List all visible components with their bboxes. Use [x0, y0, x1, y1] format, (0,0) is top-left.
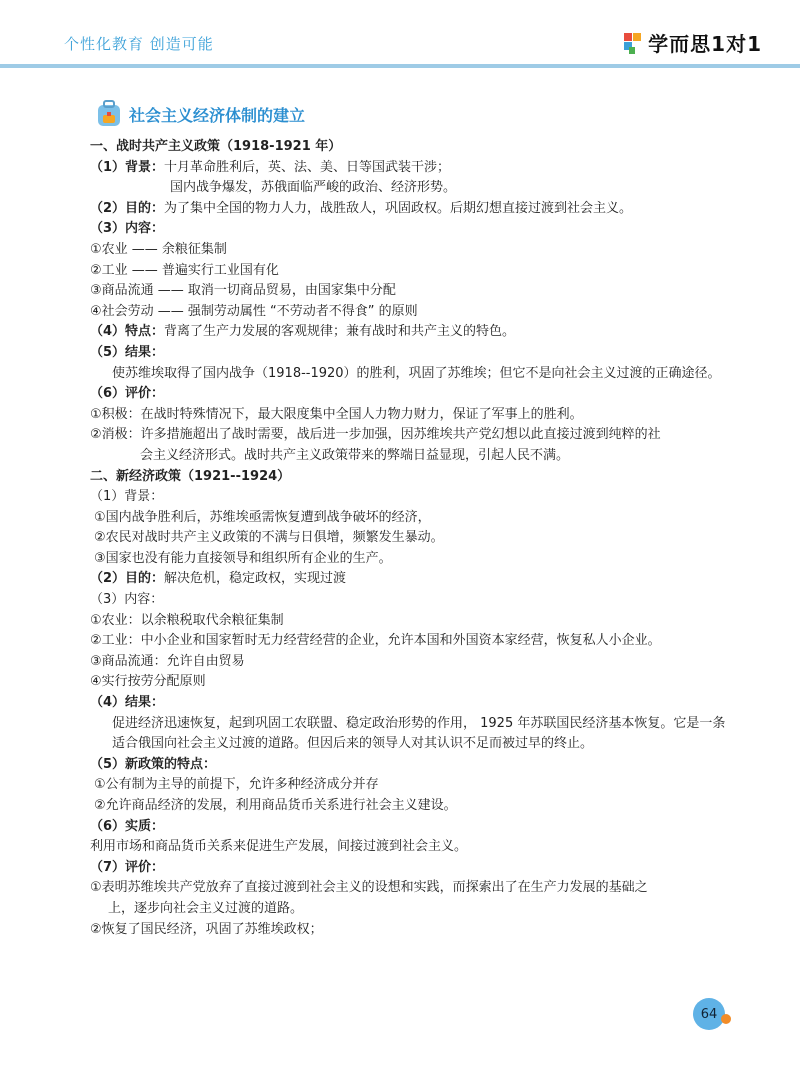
- line-text: ③商品流通 —— 取消一切商品贸易，由国家集中分配: [90, 283, 396, 299]
- header-slogan: 个性化教育 创造可能: [64, 35, 214, 53]
- line-text: 国内战争爆发，苏俄面临严峻的政治、经济形势。: [170, 180, 457, 196]
- line-text: （3）内容：: [90, 592, 164, 608]
- text-line: [90, 652, 730, 673]
- line-text: 使苏维埃取得了国内战争（1918--1920）的胜利，巩固了苏维埃；但它不是向社会主义过渡的正确途径。: [112, 365, 721, 381]
- header-divider: [0, 64, 800, 68]
- line-text: 利用市场和商品货币关系来促进生产发展，间接过渡到社会主义。: [90, 839, 468, 855]
- text-line: [90, 384, 730, 405]
- line-text: ②消极：许多措施超出了战时需要，战后进一步加强，因苏维埃共产党幻想以此直接过渡到纯粹的社: [90, 427, 661, 443]
- line-text: ②恢复了国民经济，巩固了苏维埃政权；: [90, 921, 323, 937]
- text-line: [90, 322, 730, 343]
- line-text: 会主义经济形式。战时共产主义政策带来的弊端日益显现，引起人民不满。: [140, 447, 570, 463]
- text-line: [90, 137, 730, 158]
- document-body: [90, 137, 730, 940]
- text-line: [90, 446, 730, 467]
- section-header: [95, 100, 305, 128]
- line-text: 一、战时共产主义政策（1918-1921 年）: [90, 139, 342, 154]
- line-text: ③国家也没有能力直接领导和组织所有企业的生产。: [94, 550, 392, 566]
- line-text: ③商品流通：允许自由贸易: [90, 653, 245, 669]
- text-line: [90, 775, 730, 796]
- text-line: [90, 425, 730, 446]
- text-line: [90, 199, 730, 220]
- line-text: ②农民对战时共产主义政策的不满与日俱增，频繁发生暴动。: [94, 530, 444, 546]
- line-text: ②工业：中小企业和国家暂时无力经营经营的企业，允许本国和外国资本家经营，恢复私人小企业。: [90, 633, 661, 649]
- line-text: 上，逐步向社会主义过渡的道路。: [108, 900, 304, 916]
- line-text: （5）结果：: [90, 344, 165, 360]
- text-line: [90, 858, 730, 879]
- text-line: [90, 240, 730, 261]
- text-line: [90, 817, 730, 838]
- line-text: ④社会劳动 —— 强制劳动属性 “不劳动者不得食” 的原则: [90, 303, 418, 319]
- text-line: [90, 364, 730, 385]
- text-line: [90, 899, 730, 920]
- page-header: [0, 0, 800, 70]
- line-text: ②允许商品经济的发展，利用商品货币关系进行社会主义建设。: [94, 798, 457, 813]
- line-text: （4）结果：: [90, 695, 165, 711]
- text-line: [90, 405, 730, 426]
- text-line: [90, 302, 730, 323]
- line-text: ①表明苏维埃共产党放弃了直接过渡到社会主义的设想和实践，而探索出了在生产力发展的基础之: [90, 880, 648, 896]
- page-decor-dot: [721, 1014, 731, 1024]
- line-label: （4）特点：: [90, 324, 165, 340]
- text-line: [90, 837, 730, 858]
- line-label: （2）目的：: [90, 571, 165, 587]
- text-line: [90, 611, 730, 632]
- page-number-badge: 64: [693, 998, 725, 1030]
- line-text: 为了集中全国的物力人力，战胜敌人，巩固政权。后期幻想直接过渡到社会主义。: [164, 200, 633, 216]
- text-line: [90, 281, 730, 302]
- text-line: [90, 261, 730, 282]
- line-text: 二、新经济政策（1921--1924）: [90, 468, 291, 484]
- text-line: [90, 631, 730, 652]
- text-line: [90, 878, 730, 899]
- line-text: （1）背景：: [90, 489, 164, 505]
- text-line: [90, 487, 730, 508]
- text-line: [90, 219, 730, 240]
- line-text: ①国内战争胜利后，苏维埃亟需恢复遭到战争破坏的经济，: [94, 509, 431, 525]
- text-line: [90, 508, 730, 529]
- line-text: 解决危机，稳定政权，实现过渡: [164, 571, 347, 587]
- text-line: [90, 755, 730, 776]
- line-text: （3）内容：: [90, 221, 165, 237]
- text-line: [90, 549, 730, 570]
- line-text: （5）新政策的特点：: [90, 756, 217, 772]
- line-text: ①公有制为主导的前提下，允许多种经济成分并存: [94, 777, 379, 793]
- text-line: [90, 714, 730, 755]
- line-label: （2）目的：: [90, 200, 165, 216]
- text-line: [90, 672, 730, 693]
- line-text: （7）评价：: [90, 859, 165, 875]
- text-line: [90, 796, 730, 817]
- brand-logo-icon: [622, 31, 644, 55]
- text-line: [90, 528, 730, 549]
- line-text: （6）评价：: [90, 386, 165, 402]
- line-text: ④实行按劳分配原则: [90, 674, 206, 690]
- text-line: [90, 693, 730, 714]
- text-line: [90, 158, 730, 179]
- text-line: [90, 569, 730, 590]
- text-line: [90, 178, 730, 199]
- line-text: ①积极：在战时特殊情况下，最大限度集中全国人力物力财力，保证了军事上的胜利。: [90, 406, 583, 422]
- line-text: ①农业 —— 余粮征集制: [90, 241, 227, 257]
- text-line: [90, 590, 730, 611]
- line-text: 十月革命胜利后，英、法、美、日等国武装干涉；: [164, 159, 451, 175]
- text-line: [90, 467, 730, 488]
- line-text: 促进经济迅速恢复，起到巩固工农联盟、稳定政治形势的作用， 1925 年苏联国民经济基本恢复。它是一条适合俄国向社会主义过渡的道路。但因后来的领导人对其认识不足而被过早的终止。: [112, 715, 726, 752]
- text-line: [90, 343, 730, 364]
- line-label: （1）背景：: [90, 159, 165, 175]
- line-text: ①农业：以余粮税取代余粮征集制: [90, 612, 284, 628]
- line-text: 背离了生产力发展的客观规律；兼有战时和共产主义的特色。: [164, 324, 516, 340]
- backpack-icon: [95, 100, 123, 128]
- line-text: （6）实质：: [90, 818, 165, 834]
- text-line: [90, 920, 730, 941]
- brand: [622, 28, 762, 57]
- line-text: ②工业 —— 普遍实行工业国有化: [90, 262, 279, 278]
- section-title: 社会主义经济体制的建立: [129, 105, 306, 125]
- brand-name: 学而思1对1: [648, 32, 762, 56]
